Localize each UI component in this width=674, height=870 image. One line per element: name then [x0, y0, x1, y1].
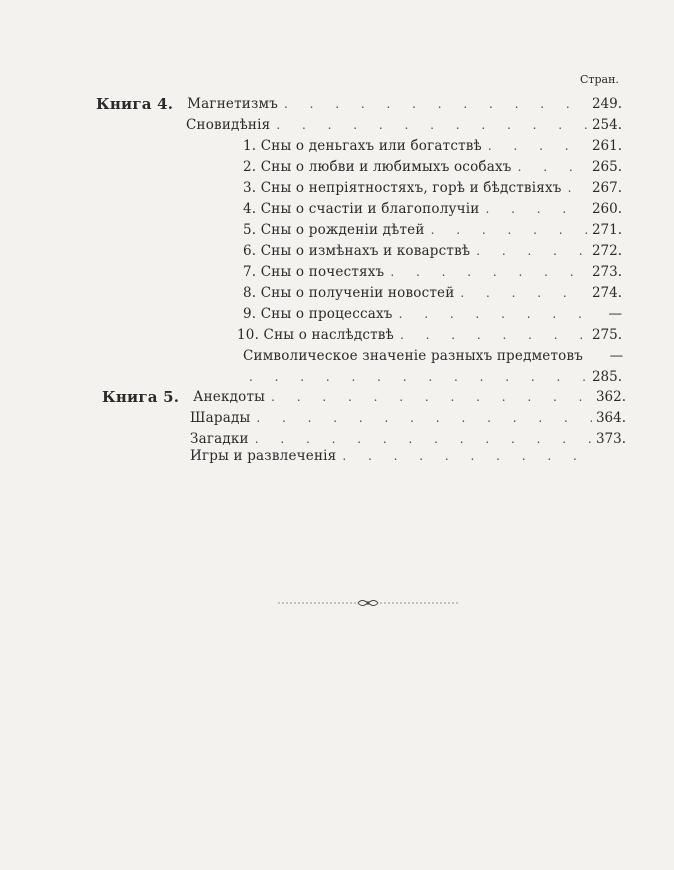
entry-title: 10. Сны о наслѣдствѣ	[237, 327, 394, 343]
entry-page: 267.	[591, 180, 622, 196]
leader-dots	[243, 367, 588, 387]
entry-title: 2. Сны о любви и любимыхъ особахъ	[243, 159, 512, 175]
entry-title: 9. Сны о процессахъ	[243, 306, 393, 322]
entry-page: 275.	[591, 327, 622, 343]
entry-title: Игры и развлеченія	[190, 448, 337, 464]
entry-page: —	[609, 348, 624, 364]
entry-title: Магнетизмъ	[187, 96, 279, 112]
toc-entry	[102, 387, 626, 407]
entry-page: —	[608, 306, 622, 322]
entry-page: 272.	[591, 243, 622, 259]
leader-dots	[454, 283, 588, 303]
leader-dots	[394, 325, 588, 345]
book-heading: Книга 4.	[96, 95, 174, 113]
entry-page: 265.	[591, 159, 622, 175]
entry-page: 273.	[591, 264, 622, 280]
entry-title: 8. Сны о полученіи новостей	[243, 285, 455, 301]
toc-entry	[243, 346, 622, 366]
leader-dots	[425, 220, 588, 240]
toc-entry	[190, 446, 626, 466]
toc-entry	[243, 241, 622, 261]
toc-entry	[243, 157, 622, 177]
entry-title: Загадки	[190, 431, 249, 447]
entry-title: Шарады	[190, 410, 251, 426]
entry-title: Сновидѣнія	[186, 117, 271, 133]
toc-entry	[243, 136, 622, 156]
toc-entry	[237, 325, 622, 345]
entry-page: 373.	[595, 431, 626, 447]
book-heading: Книга 5.	[102, 388, 180, 406]
entry-title: 7. Сны о почестяхъ	[243, 264, 385, 280]
entry-page: 254.	[591, 117, 622, 133]
entry-title: 1. Сны о деньгахъ или богатствѣ	[243, 138, 482, 154]
leader-dots	[562, 178, 588, 198]
leader-dots	[384, 262, 588, 282]
toc-entry	[243, 199, 622, 219]
entry-title: 5. Сны о рожденіи дѣтей	[243, 222, 425, 238]
toc-entry	[243, 304, 622, 324]
entry-title: Символическое значеніе разныхъ предметовъ	[243, 348, 584, 364]
page-column-header: Стран.	[580, 73, 619, 86]
entry-page: 285.	[591, 369, 622, 385]
leader-dots	[512, 157, 588, 177]
toc-entry	[243, 283, 622, 303]
entry-page: 260.	[591, 201, 622, 217]
entry-page: 261.	[591, 138, 622, 154]
entry-page: 274.	[591, 285, 622, 301]
toc-entry	[96, 94, 622, 114]
leader-dots	[265, 387, 592, 407]
entry-title: 4. Сны о счастіи и благополучіи	[243, 201, 480, 217]
leader-dots	[270, 115, 588, 135]
entry-page: 362.	[595, 389, 626, 405]
leader-dots	[482, 136, 588, 156]
entry-title: 3. Сны о непріятностяхъ, горѣ и бѣдствіяхъ	[243, 180, 562, 196]
toc-entry	[186, 115, 622, 135]
leader-dots	[479, 199, 588, 219]
toc-entry	[243, 262, 622, 282]
leader-dots	[250, 408, 592, 428]
toc-entry	[190, 408, 626, 428]
leader-dots	[393, 304, 588, 324]
leader-dots	[470, 241, 588, 261]
entry-title: 6. Сны о измѣнахъ и коварствѣ	[243, 243, 471, 259]
entry-title: Анекдоты	[193, 389, 266, 405]
toc-entry	[243, 220, 622, 240]
leader-dots	[278, 94, 588, 114]
leader-dots	[336, 446, 592, 466]
entry-page: 364.	[595, 410, 626, 426]
decorative-ornament-icon	[278, 596, 458, 610]
toc-entry	[243, 178, 622, 198]
toc-entry	[243, 367, 622, 387]
entry-page: 249.	[591, 96, 622, 112]
entry-page: 271.	[591, 222, 622, 238]
